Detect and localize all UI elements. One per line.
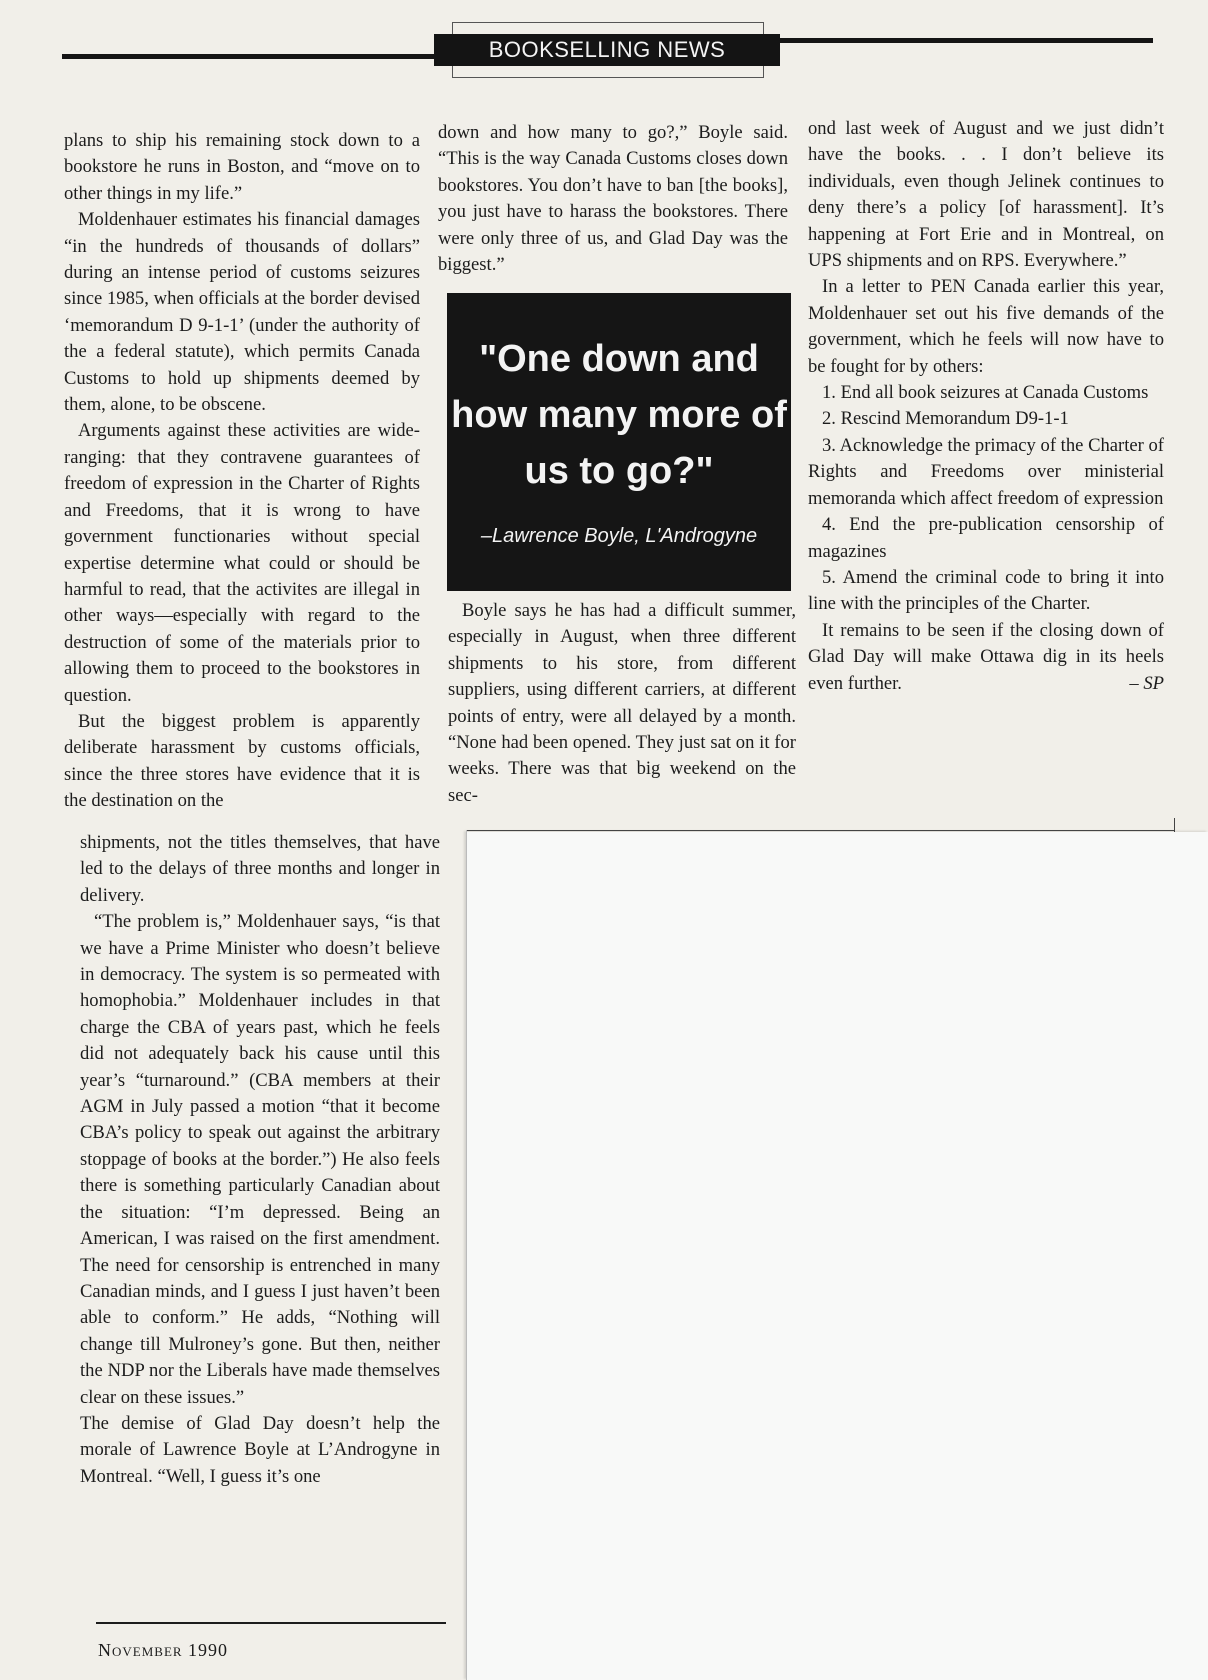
- demand-item: 5. Amend the criminal code to bring it into line with the principles of the Charter.: [808, 566, 1164, 615]
- header-rule-right: [778, 38, 1153, 43]
- box-frame-line: [466, 830, 1174, 831]
- patch-edge: [466, 830, 467, 1680]
- column-3: [808, 116, 1164, 697]
- pull-quote-box: [447, 293, 791, 591]
- paragraph: The demise of Glad Day doesn’t help the morale of Lawrence Boyle at L’Androgyne in Montreal. “Well, I guess it’s one: [80, 1412, 440, 1487]
- paragraph: [808, 618, 1164, 697]
- column-2-top: [438, 120, 788, 278]
- footer-rule: [96, 1622, 446, 1624]
- paragraph: Boyle says he has had a difficult summer, especially in August, when three different shipments to his store, from different suppliers, using different carriers, at different points of entry, were all delayed by a month. “None had been opened. They just sat on it for weeks. There was that big weekend on the sec-: [448, 600, 796, 806]
- demand-item: 3. Acknowledge the primacy of the Charter of Rights and Freedoms over ministerial memoranda which affect freedom of expression: [808, 434, 1164, 509]
- demand-item: 4. End the pre-publication censorship of magazines: [808, 514, 1164, 562]
- paragraph: Moldenhauer estimates his financial damages “in the hundreds of thousands of dollars” during an intense period of customs seizures since 1985, when officials at the border devised ‘memorandum D 9-1-1’ (under the authority of the a federal statute), which permits Canada Customs to hold up shipments deemed by them, alone, to be obscene.: [64, 209, 420, 416]
- column-1-top: [64, 128, 420, 815]
- paragraph: shipments, not the titles themselves, that have led to the delays of three months and longer in delivery.: [80, 832, 440, 906]
- demand-item: 1. End all book seizures at Canada Customs: [822, 382, 1149, 404]
- pull-quote-text: "One down and how many more of us to go?": [451, 338, 787, 492]
- paragraph: Arguments against these activities are wide-ranging: that they contravene guarantees of freedom of expression in the Charter of Rights and Freedoms, that it is wrong to have government functionaries without special expertise determine what could or should be harmful to read, that the activites are illegal in other ways—especially with regard to the destruction of some of the materials prior to allowing them to proceed to the bookstores in question.: [64, 420, 420, 706]
- paragraph: “The problem is,” Moldenhauer says, “is that we have a Prime Minister who doesn’t believe in democracy. The system is so permeated with homophobia.” Moldenhauer includes in that charge the CBA of years past, which he feels did not adequately back his cause until this year’s “turnaround.” (CBA members at their AGM in July passed a motion “that it become CBA’s policy to speak out against the arbitrary stoppage of books at the border.”) He also feels there is something particularly Canadian about the situation: “I’m depressed. Being an American, I was raised on the first amendment. The need for censorship is entrenched in many Canadian minds, and I guess I just haven’t been able to conform.” He adds, “Nothing will change till Mulroney’s gone. But then, neither the NDP nor the Liberals have made themselves clear on these issues.”: [80, 911, 440, 1408]
- paragraph: plans to ship his remaining stock down to a bookstore he runs in Boston, and “move on to other things in my life.”: [64, 130, 420, 204]
- paragraph: ond last week of August and we just didn’t have the books. . . I don’t believe its individuals, even though Jelinek continues to deny there’s a policy [of harassment]. It’s happening at Fort Erie and in Montreal, on UPS shipments and on RPS. Everywhere.”: [808, 118, 1164, 272]
- column-2-bottom: [448, 598, 796, 809]
- column-1-bottom: [80, 830, 440, 1490]
- demand-item: 2. Rescind Memorandum D9-1-1: [822, 408, 1069, 430]
- paragraph: down and how many to go?,” Boyle said. “This is the way Canada Customs closes down bookstores. You don’t have to ban [the books], you just have to harass the bookstores. There were only three of us, and Glad Day was the biggest.”: [438, 122, 788, 276]
- author-signature: – SP: [1129, 672, 1164, 694]
- paragraph: In a letter to PEN Canada earlier this year, Moldenhauer set out his five demands of the government, which he feels will now have to be fought for by others:: [808, 276, 1164, 377]
- box-frame-corner: [1174, 818, 1175, 832]
- footer-date: November 1990: [98, 1640, 229, 1660]
- closing-text: It remains to be seen if the closing down of Glad Day will make Ottawa dig in its heels even further.: [808, 619, 1164, 694]
- paragraph: But the biggest problem is apparently deliberate harassment by customs officials, since the three stores have evidence that it is the destination on the: [64, 710, 420, 812]
- header-rule-left: [62, 54, 442, 59]
- blank-paper-patch: [466, 832, 1208, 1680]
- pull-quote-attribution: –Lawrence Boyle, L'Androgyne: [480, 525, 758, 547]
- section-header: BOOKSELLING NEWS: [434, 34, 780, 66]
